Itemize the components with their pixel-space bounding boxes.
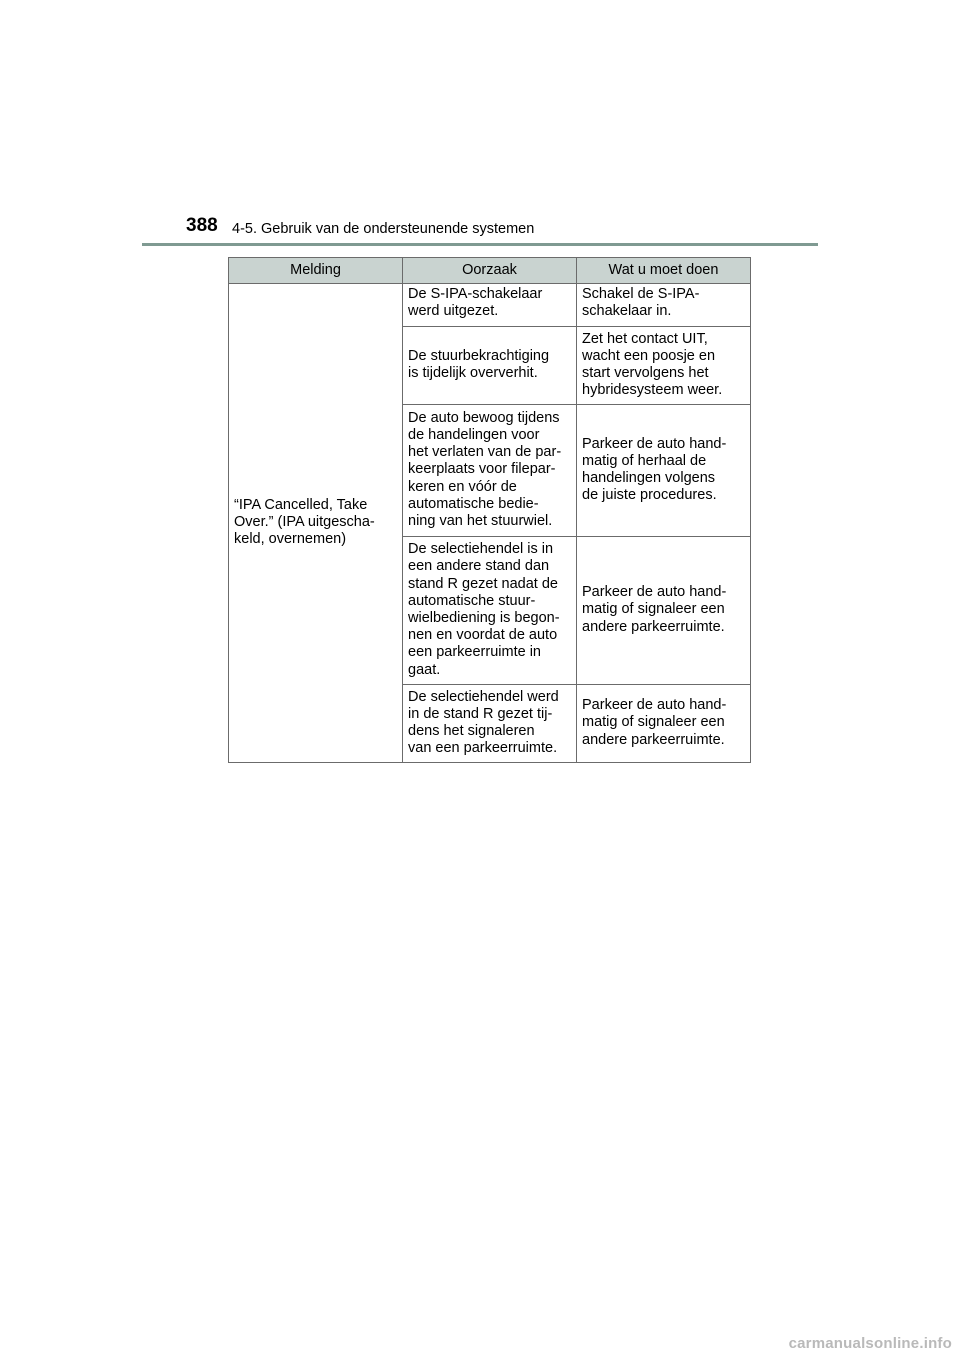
cause-line: het verlaten van de par-	[408, 444, 562, 461]
cause-line: automatische stuur-	[408, 592, 536, 609]
cause-line: een parkeerruimte in	[408, 644, 541, 661]
action-cell	[577, 537, 751, 685]
cause-cell	[403, 284, 577, 327]
cause-line: nen en voordat de auto	[408, 627, 558, 644]
message-line: “IPA Cancelled, Take	[234, 496, 368, 513]
action-cell	[577, 685, 751, 763]
watermark: carmanualsonline.info	[788, 1335, 952, 1352]
action-line: de juiste procedures.	[582, 487, 717, 504]
cause-line: de handelingen voor	[408, 426, 540, 443]
cause-line: stand R gezet nadat de	[408, 575, 558, 592]
column-header-message: Melding	[229, 258, 403, 284]
action-line: matig of herhaal de	[582, 452, 707, 469]
action-cell	[577, 327, 751, 405]
cause-cell	[403, 405, 577, 537]
cause-line: De S-IPA-schakelaar	[408, 286, 543, 302]
cause-line: een andere stand dan	[408, 558, 550, 575]
action-line: hybridesysteem weer.	[582, 382, 723, 399]
cause-line: gaat.	[408, 661, 441, 678]
action-line: Parkeer de auto hand-	[582, 435, 727, 452]
cause-line: De selectiehendel is in	[408, 541, 554, 558]
message-cell	[229, 284, 403, 763]
header-divider	[142, 243, 818, 246]
action-line: andere parkeerruimte.	[582, 618, 725, 635]
cause-line: keren en vóór de	[408, 478, 517, 495]
action-line: start vervolgens het	[582, 365, 709, 381]
message-table	[228, 257, 751, 763]
column-header-cause: Oorzaak	[403, 258, 577, 284]
action-line: Parkeer de auto hand-	[582, 584, 727, 601]
cause-line: in de stand R gezet tij-	[408, 705, 553, 722]
cause-line: De selectiehendel werd	[408, 688, 559, 705]
cause-line: ning van het stuurwiel.	[408, 513, 553, 529]
cause-line: De auto bewoog tijdens	[408, 409, 560, 426]
action-line: matig of signaleer een	[582, 714, 725, 731]
cause-cell	[403, 327, 577, 405]
action-line: Zet het contact UIT,	[582, 330, 708, 347]
action-line: andere parkeerruimte.	[582, 731, 725, 748]
cause-line: automatische bedie-	[408, 495, 539, 512]
cause-line: De stuurbekrachtiging	[408, 347, 550, 364]
column-header-action: Wat u moet doen	[577, 258, 751, 284]
action-cell	[577, 405, 751, 537]
cause-line: wielbediening is begon-	[408, 610, 560, 626]
table-row	[229, 284, 751, 327]
cause-line: is tijdelijk oververhit.	[408, 365, 538, 381]
cause-line: keerplaats voor filepar-	[408, 461, 556, 478]
action-line: wacht een poosje en	[582, 347, 716, 364]
cause-line: dens het signaleren	[408, 723, 535, 739]
cause-cell	[403, 685, 577, 763]
action-line: matig of signaleer een	[582, 601, 725, 618]
action-line: schakelaar in.	[582, 303, 672, 320]
table-header-row	[229, 258, 751, 284]
action-line: handelingen volgens	[582, 470, 716, 486]
cause-line: van een parkeerruimte.	[408, 740, 558, 757]
page-number: 388	[186, 215, 218, 236]
message-line: keld, overnemen)	[234, 531, 347, 548]
action-cell	[577, 284, 751, 327]
action-line: Schakel de S-IPA-	[582, 286, 700, 302]
cause-cell	[403, 537, 577, 685]
message-line: Over.” (IPA uitgescha-	[234, 513, 375, 530]
section-title: 4-5. Gebruik van de ondersteunende systemen	[232, 221, 535, 237]
cause-line: werd uitgezet.	[408, 303, 499, 320]
action-line: Parkeer de auto hand-	[582, 697, 727, 714]
